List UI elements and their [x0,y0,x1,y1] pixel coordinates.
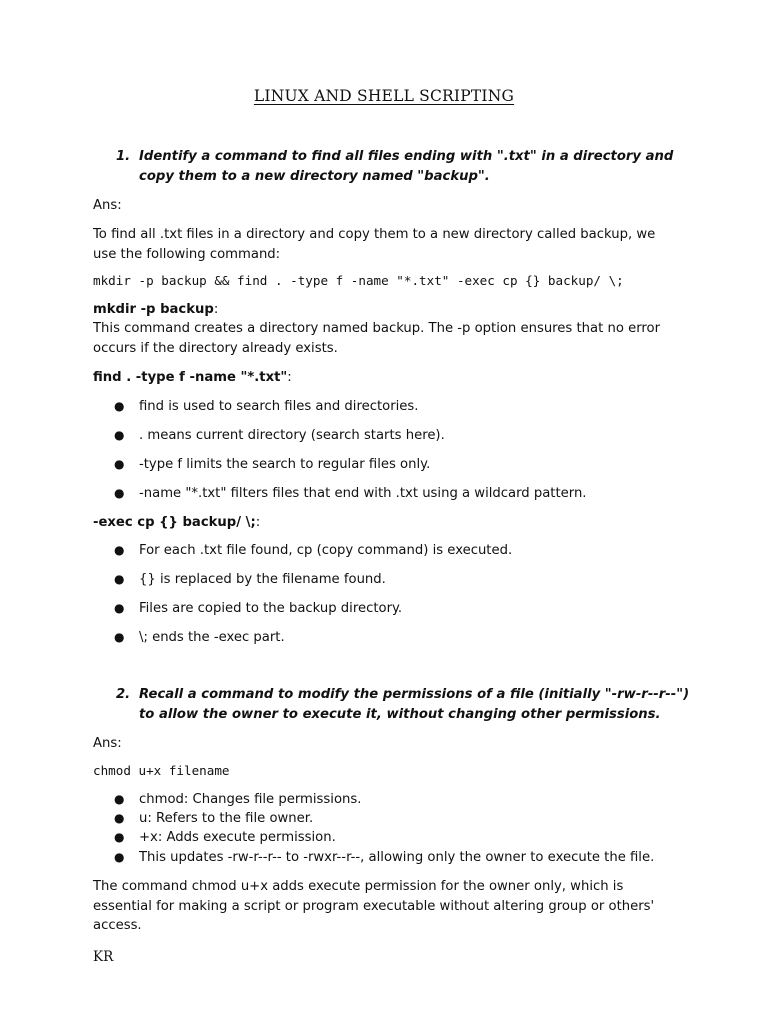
answer-2-command: chmod u+x filename [93,763,230,778]
find-heading-line [93,368,678,388]
exec-bullet-1: For each .txt file found, cp (copy command) is executed. [139,543,513,558]
answer-1-label: Ans: [93,198,122,213]
exec-bullet-3: Files are copied to the backup directory. [139,601,403,616]
bullet-icon: ● [114,811,125,825]
exec-bullet-2: {} is replaced by the filename found. [139,572,386,587]
answer-2-summary: The command chmod u+x adds execute permission for the owner only, which is essential for making a script or program executable without altering group or others' access. [93,879,655,933]
exec-heading-line [93,513,678,533]
exec-heading-colon: : [255,515,261,530]
bullet-icon: ● [114,543,125,557]
bullet-icon: ● [114,486,125,500]
answer-1-intro: To find all .txt files in a directory and copy them to a new directory called backup, we use the following command: [93,227,656,262]
find-bullet-4: -name "*.txt" filters files that end with .txt using a wildcard pattern. [139,486,587,501]
find-bullet-1: find is used to search files and directories. [139,399,419,414]
footer-initials: KR [93,949,114,965]
bullet-icon: ● [114,399,125,413]
bullet-icon: ● [114,850,125,864]
find-heading: find . -type f -name "*.txt" [93,370,288,385]
question-2-text: Recall a command to modify the permissions of a file (initially "-rw-r--r--") to allow the owner to execute it, without changing other permissions. [139,687,690,722]
mkdir-heading-colon: : [213,302,219,317]
bullet-icon: ● [114,457,125,471]
question-1-text: Identify a command to find all files ending with ".txt" in a directory and copy them to a new directory named "backup". [139,149,674,184]
answer-1-command: mkdir -p backup && find . -type f -name "*.txt" -exec cp {} backup/ \; [93,273,624,288]
question-1-number: 1. [116,149,131,164]
page-title: LINUX AND SHELL SCRIPTING [253,87,515,105]
mkdir-heading: mkdir -p backup [93,302,214,317]
answer-2-label: Ans: [93,736,122,751]
chmod-bullet-4: This updates -rw-r--r-- to -rwxr--r--, allowing only the owner to execute the file. [139,850,655,865]
chmod-bullet-2: u: Refers to the file owner. [139,811,314,826]
question-2-number: 2. [116,687,131,702]
bullet-icon: ● [114,830,125,844]
bullet-icon: ● [114,601,125,615]
bullet-icon: ● [114,792,125,806]
chmod-bullet-1: chmod: Changes file permissions. [139,792,362,807]
bullet-icon: ● [114,428,125,442]
find-bullet-3: -type f limits the search to regular files only. [139,457,431,472]
find-bullet-2: . means current directory (search starts here). [139,428,445,443]
mkdir-heading-line [93,300,678,320]
exec-bullet-4: \; ends the -exec part. [139,630,285,645]
exec-heading: -exec cp {} backup/ \; [93,515,256,530]
bullet-icon: ● [114,572,125,586]
chmod-bullet-3: +x: Adds execute permission. [139,830,336,845]
mkdir-description: This command creates a directory named backup. The -p option ensures that no error occurs if the directory already exists. [93,321,661,356]
find-heading-colon: : [287,370,292,385]
bullet-icon: ● [114,630,125,644]
